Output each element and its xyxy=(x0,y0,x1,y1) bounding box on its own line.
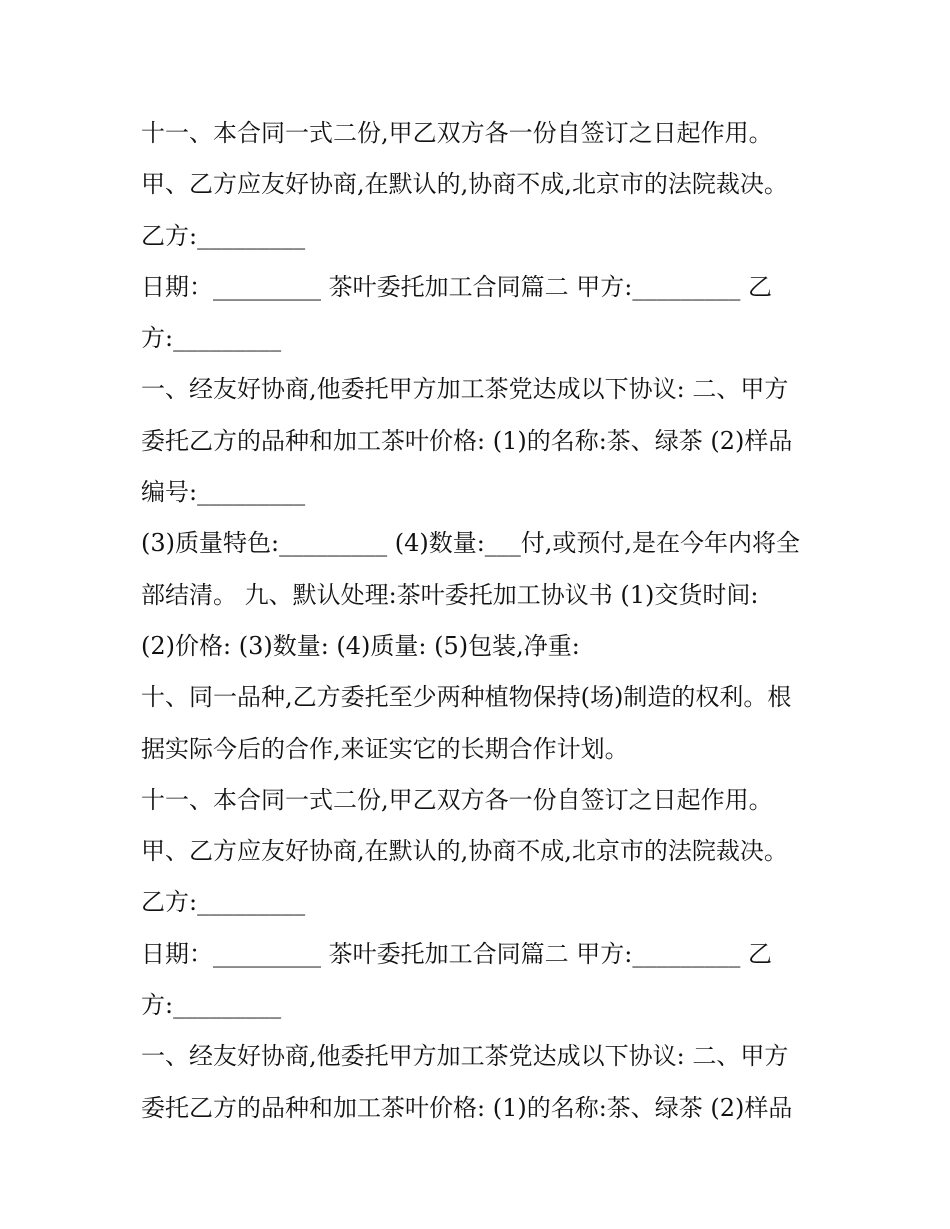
contract-text xyxy=(141,108,821,1134)
text-line: 部结清。 九、默认处理:茶叶委托加工协议书 (1)交货时间: xyxy=(141,580,759,609)
text-line: 据实际今后的合作,来证实它的长期合作计划。 xyxy=(141,734,629,763)
text-line: 十一、本合同一式二份,甲乙双方各一份自签订之日起作用。 xyxy=(141,785,773,814)
text-line: 一、经友好协商,他委托甲方加工茶党达成以下协议: 二、甲方 xyxy=(141,375,789,404)
text-line: 日期：_________ 茶叶委托加工合同篇二 甲方:_________ 乙 xyxy=(141,939,772,968)
text-line: 一、经友好协商,他委托甲方加工茶党达成以下协议: 二、甲方 xyxy=(141,1042,789,1071)
text-line: 委托乙方的品种和加工茶叶价格: (1)的名称:茶、绿茶 (2)样品 xyxy=(141,1093,793,1122)
text-line: 乙方:_________ xyxy=(141,888,306,917)
text-line: 十、同一品种,乙方委托至少两种植物保持(场)制造的权利。根 xyxy=(141,683,792,712)
text-line: 甲、乙方应友好协商,在默认的,协商不成,北京市的法院裁决。 xyxy=(141,837,788,866)
text-line: 方:_________ xyxy=(141,324,282,353)
text-line: 十一、本合同一式二份,甲乙双方各一份自签订之日起作用。 xyxy=(141,119,773,147)
text-line: 日期：_________ 茶叶委托加工合同篇二 甲方:_________ 乙 xyxy=(141,272,772,301)
text-line: 乙方:_________ xyxy=(141,221,306,250)
text-line: (2)价格: (3)数量: (4)质量: (5)包装,净重: xyxy=(141,631,580,660)
text-line: 委托乙方的品种和加工茶叶价格: (1)的名称:茶、绿茶 (2)样品 xyxy=(141,426,793,455)
text-line: 甲、乙方应友好协商,在默认的,协商不成,北京市的法院裁决。 xyxy=(141,170,788,199)
text-line: (3)质量特色:_________ (4)数量:___付,或预付,是在今年内将全 xyxy=(141,529,801,558)
text-line: 编号:_________ xyxy=(141,478,306,507)
text-line: 方:_________ xyxy=(141,991,282,1020)
